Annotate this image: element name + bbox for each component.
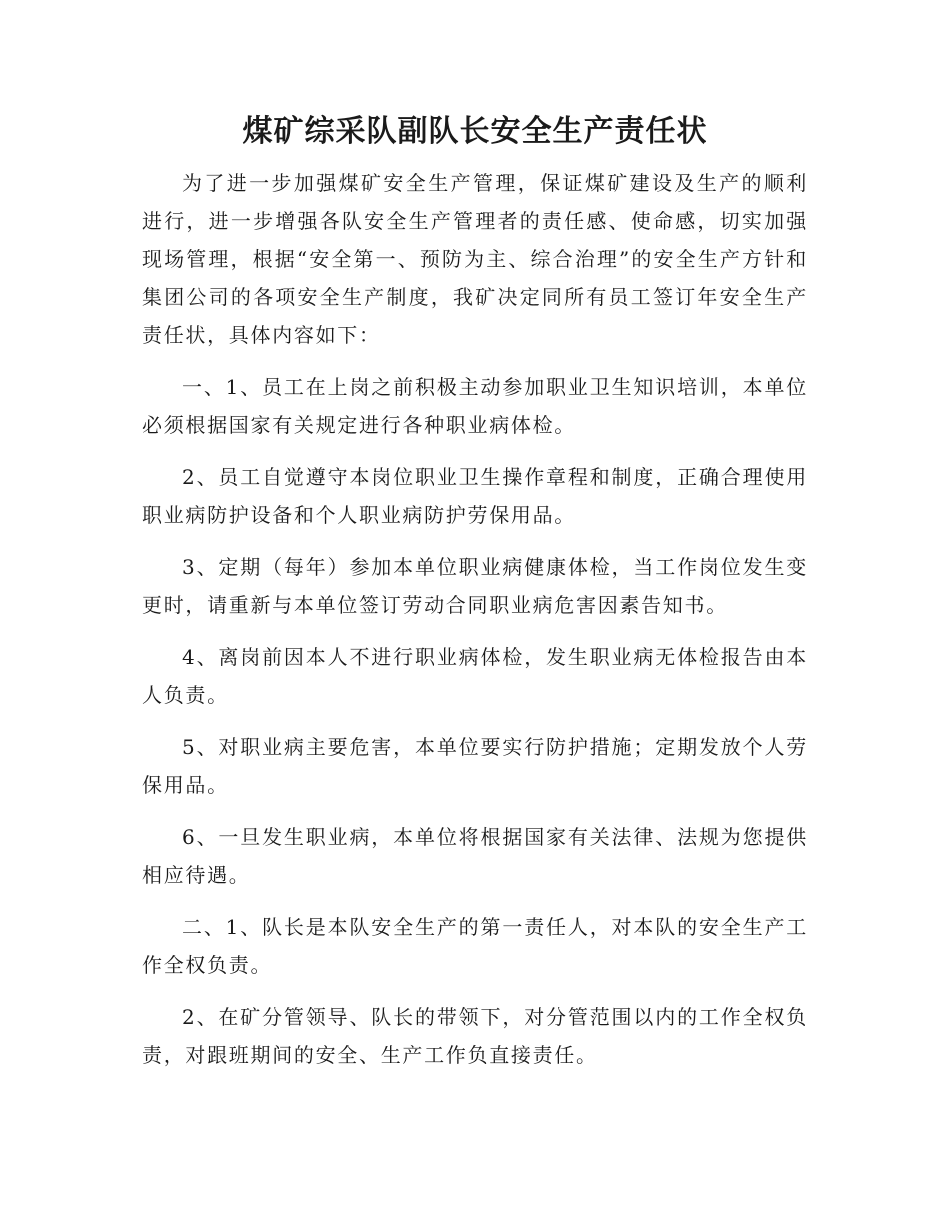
document-body xyxy=(142,164,808,1088)
document-title: 煤矿综采队副队长安全生产责任状 xyxy=(242,114,708,149)
clause-1-3: 3、定期（每年）参加本单位职业病健康体检，当工作岗位发生变更时，请重新与本单位签订劳动合同职业病危害因素告知书。 xyxy=(142,555,808,617)
clause-1-5: 5、对职业病主要危害，本单位要实行防护措施；定期发放个人劳保用品。 xyxy=(142,735,808,797)
clause-2-2: 2、在矿分管领导、队长的带领下，对分管范围以内的工作全权负责，对跟班期间的安全、生产工作负直接责任。 xyxy=(142,1005,808,1067)
intro-paragraph: 为了进一步加强煤矿安全生产管理，保证煤矿建设及生产的顺利进行，进一步增强各队安全生产管理者的责任感、使命感，切实加强现场管理，根据“安全第一、预防为主、综合治理”的安全生产方针和集团公司的各项安全生产制度，我矿决定同所有员工签订年安全生产责任状，具体内容如下： xyxy=(142,171,808,347)
clause-1-4: 4、离岗前因本人不进行职业病体检，发生职业病无体检报告由本人负责。 xyxy=(142,645,808,707)
clause-1-6: 6、一旦发生职业病，本单位将根据国家有关法律、法规为您提供相应待遇。 xyxy=(142,825,808,887)
clause-1-1: 一、1、员工在上岗之前积极主动参加职业卫生知识培训，本单位必须根据国家有关规定进行各种职业病体检。 xyxy=(142,375,808,437)
clause-1-2: 2、员工自觉遵守本岗位职业卫生操作章程和制度，正确合理使用职业病防护设备和个人职业病防护劳保用品。 xyxy=(142,465,808,527)
clause-2-1: 二、1、队长是本队安全生产的第一责任人，对本队的安全生产工作全权负责。 xyxy=(142,915,808,977)
